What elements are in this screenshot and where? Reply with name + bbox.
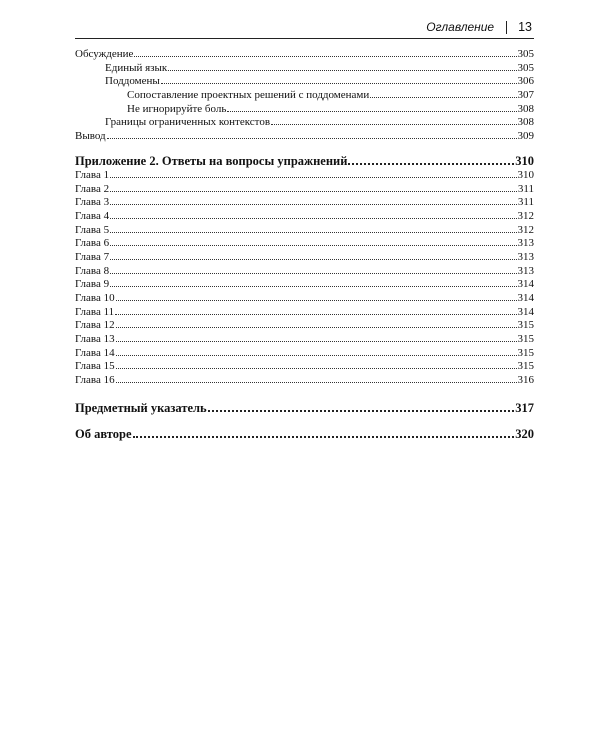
toc-entry-page: 305 — [517, 48, 534, 60]
toc-entry-title: Глава 1 — [75, 168, 110, 181]
toc-entry-title: Приложение 2. Ответы на вопросы упражнений — [75, 153, 348, 168]
toc-chapter-entry[interactable] — [75, 306, 534, 320]
toc-entry-title: Границы ограниченных контекстов — [105, 116, 271, 129]
dot-leader — [110, 191, 517, 192]
toc-entry-page: 309 — [517, 130, 534, 143]
dot-leader — [133, 436, 515, 438]
toc-entry-title: Глава 8 — [75, 264, 110, 277]
toc-chapter-entry[interactable] — [75, 169, 534, 183]
dot-leader — [110, 273, 516, 274]
toc-appendix-entry[interactable] — [75, 153, 534, 169]
toc-entry-page: 306 — [517, 75, 534, 88]
toc-entry-title: Глава 7 — [75, 250, 110, 263]
toc-chapter-entry[interactable] — [75, 360, 534, 374]
running-header — [75, 16, 534, 39]
toc-entry-title: Глава 16 — [75, 374, 115, 387]
toc-entry-title: Глава 5 — [75, 223, 110, 236]
dot-leader — [107, 138, 517, 139]
dot-leader — [116, 327, 517, 328]
toc-entry-page: 313 — [517, 264, 534, 277]
dot-leader — [168, 70, 516, 71]
toc-entry-page: 308 — [517, 102, 534, 115]
toc-chapter-entry[interactable] — [75, 374, 534, 388]
toc-entry-title: Поддомены — [105, 75, 160, 88]
dot-leader — [110, 232, 516, 233]
toc-entry-title: Обсуждение — [75, 48, 134, 60]
dot-leader — [161, 83, 517, 84]
dot-leader — [227, 111, 516, 112]
toc-entry-page: 312 — [517, 209, 534, 222]
toc-entry-title: Вывод — [75, 130, 106, 143]
toc-entry[interactable] — [75, 62, 534, 76]
toc-entry-page: 320 — [515, 426, 534, 441]
toc-entry-page: 305 — [517, 61, 534, 74]
toc-entry-page: 315 — [517, 346, 534, 359]
toc-entry-page: 312 — [517, 223, 534, 236]
toc-entry-title: Глава 12 — [75, 319, 115, 332]
toc-entry-title: Об авторе — [75, 426, 132, 441]
dot-leader — [348, 163, 514, 165]
toc-entry-title: Предметный указатель — [75, 400, 207, 415]
toc-entry-page: 315 — [517, 333, 534, 346]
toc-entry-page: 313 — [517, 237, 534, 250]
toc-author-entry[interactable] — [75, 426, 534, 442]
toc-entry-page: 310 — [515, 153, 534, 168]
toc-entry-title: Глава 9 — [75, 278, 110, 291]
toc-entry-page: 310 — [517, 168, 534, 181]
toc-index-entry[interactable] — [75, 400, 534, 416]
toc-entry-page: 308 — [517, 116, 534, 129]
toc-chapter-entry[interactable] — [75, 224, 534, 238]
toc-entry-page: 316 — [517, 374, 534, 387]
toc-entry-title: Глава 6 — [75, 237, 110, 250]
toc-entry-page: 317 — [515, 400, 534, 415]
toc-chapter-entry[interactable] — [75, 347, 534, 361]
toc-entry-title: Глава 10 — [75, 292, 115, 304]
toc-entry-page: 311 — [517, 196, 534, 209]
toc-entry-page: 311 — [517, 182, 534, 195]
toc-chapter-entry[interactable] — [75, 237, 534, 251]
toc-entry-page: 315 — [517, 360, 534, 373]
toc-entry-title: Глава 13 — [75, 333, 115, 346]
toc-entry[interactable] — [75, 103, 534, 117]
toc-entry-title: Глава 11 — [75, 305, 115, 318]
toc-entry-title: Глава 15 — [75, 360, 115, 373]
toc-chapter-entry[interactable] — [75, 278, 534, 292]
dot-leader — [110, 286, 516, 287]
toc-chapter-entry[interactable] — [75, 196, 534, 210]
dot-leader — [110, 177, 516, 178]
toc-entry-page: 314 — [517, 305, 534, 318]
toc-entry-page: 315 — [517, 319, 534, 332]
toc-entry[interactable] — [75, 48, 534, 62]
toc-chapter-entry[interactable] — [75, 265, 534, 279]
dot-leader — [110, 218, 516, 219]
dot-leader — [110, 204, 517, 205]
toc-entry[interactable] — [75, 89, 534, 103]
dot-leader — [115, 314, 516, 315]
toc-entry-page: 314 — [517, 292, 534, 304]
toc-entry-title: Сопоставление проектных решений с поддоменами — [127, 89, 370, 102]
toc-chapter-entry[interactable] — [75, 251, 534, 265]
toc-chapter-entry[interactable] — [75, 183, 534, 197]
toc-entry-title: Глава 4 — [75, 209, 110, 222]
running-header-title: Оглавление — [426, 20, 495, 34]
header-separator — [506, 21, 507, 34]
toc-entry-title: Единый язык — [105, 61, 168, 74]
page-number: 13 — [518, 20, 532, 34]
toc-entry-page: 313 — [517, 250, 534, 263]
dot-leader — [116, 341, 517, 342]
toc-entry[interactable] — [75, 116, 534, 130]
dot-leader — [116, 368, 517, 369]
toc-entry-page: 307 — [517, 89, 534, 102]
toc-entry[interactable] — [75, 75, 534, 89]
table-of-contents — [75, 48, 534, 442]
toc-chapter-entry[interactable] — [75, 333, 534, 347]
dot-leader — [271, 124, 516, 125]
dot-leader — [134, 56, 516, 57]
dot-leader — [116, 355, 517, 356]
toc-entry-title: Глава 2 — [75, 182, 110, 195]
toc-chapter-entry[interactable] — [75, 292, 534, 306]
dot-leader — [116, 382, 517, 383]
dot-leader — [370, 97, 516, 98]
toc-entry-page: 314 — [517, 278, 534, 291]
toc-entry-title: Не игнорируйте боль — [127, 102, 227, 115]
dot-leader — [110, 245, 516, 246]
toc-entry-title: Глава 14 — [75, 346, 115, 359]
toc-entry-title: Глава 3 — [75, 196, 110, 209]
toc-chapter-entry[interactable] — [75, 319, 534, 333]
dot-leader — [110, 259, 516, 260]
dot-leader — [116, 300, 517, 301]
toc-chapter-entry[interactable] — [75, 210, 534, 224]
toc-entry[interactable] — [75, 130, 534, 144]
dot-leader — [208, 410, 515, 412]
